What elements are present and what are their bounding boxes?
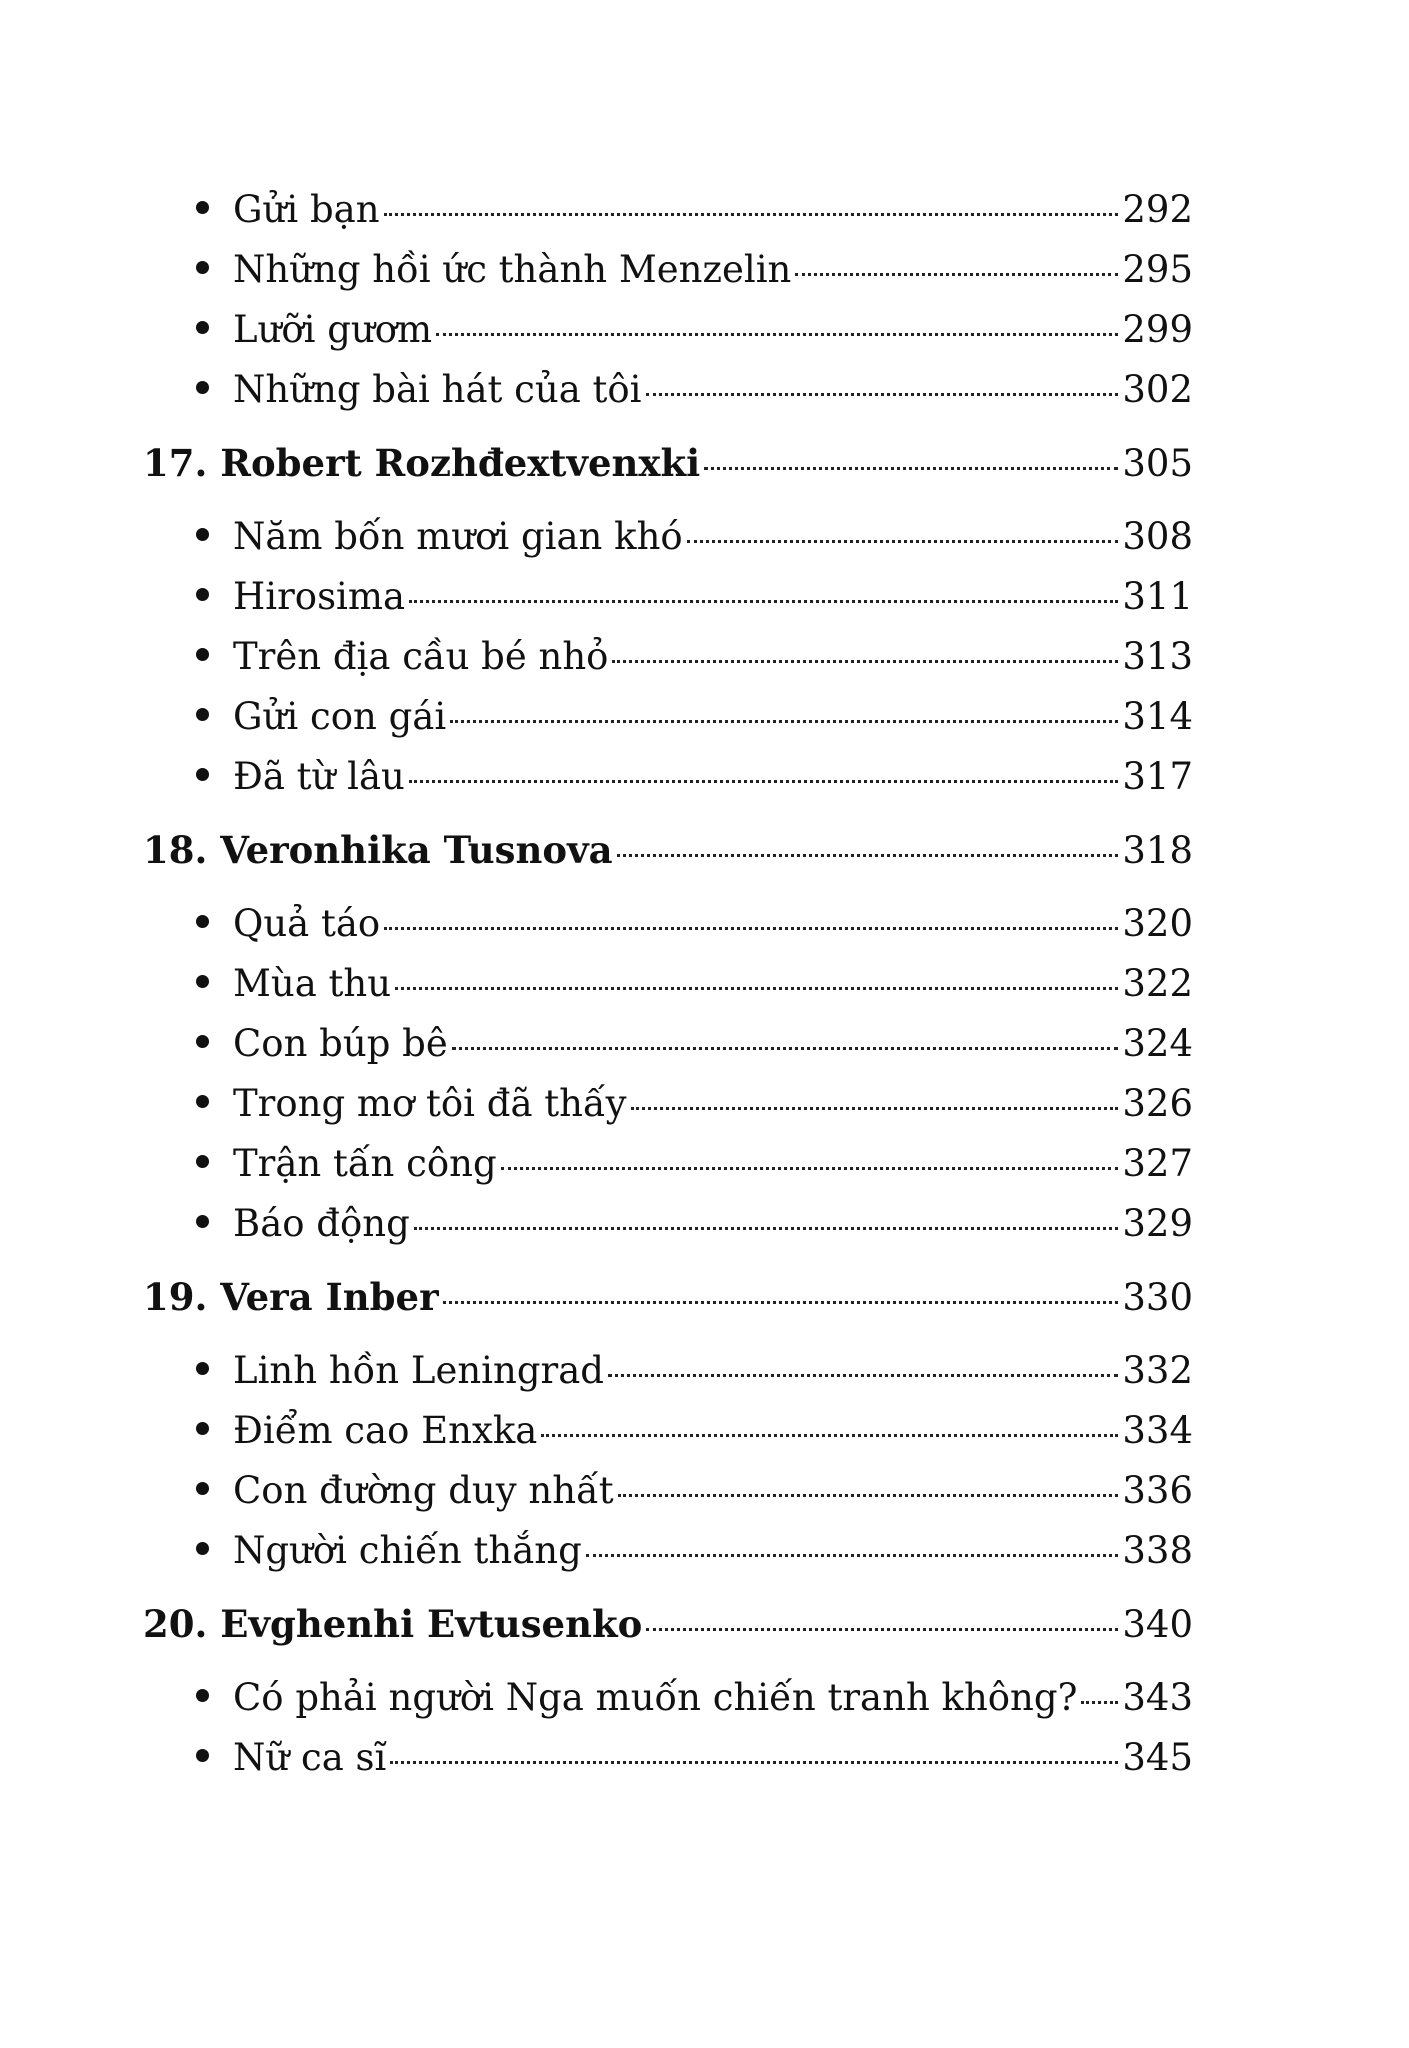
bullet-icon xyxy=(196,708,209,721)
toc-entry-title: 20. Evghenhi Evtusenko xyxy=(143,1602,643,1646)
toc-entry-title: Trên địa cầu bé nhỏ xyxy=(233,635,609,678)
toc-page-number: 345 xyxy=(1122,1736,1193,1779)
toc-entry-title: Đã từ lâu xyxy=(233,755,405,798)
dot-leader xyxy=(409,600,1118,603)
toc-page-number: 330 xyxy=(1122,1276,1193,1319)
toc-page-number: 336 xyxy=(1122,1469,1193,1512)
dot-leader xyxy=(646,1628,1118,1631)
toc-page-number: 320 xyxy=(1122,902,1193,945)
dot-leader xyxy=(646,393,1119,396)
toc-entry xyxy=(143,1668,1193,1728)
dot-leader xyxy=(443,1301,1119,1304)
dot-leader xyxy=(414,1227,1119,1230)
dot-leader xyxy=(1081,1701,1118,1704)
bullet-icon xyxy=(196,1362,209,1375)
bullet-icon xyxy=(196,201,209,214)
toc-entry xyxy=(143,1401,1193,1461)
toc-entry xyxy=(143,240,1193,300)
toc-entry xyxy=(143,1461,1193,1521)
toc-page-number: 318 xyxy=(1122,829,1193,872)
toc-page-number: 299 xyxy=(1122,308,1193,351)
toc-page-number: 317 xyxy=(1122,755,1193,798)
bullet-icon xyxy=(196,1482,209,1495)
toc-entry xyxy=(143,1194,1193,1254)
toc-section-heading xyxy=(143,1594,1193,1655)
toc-entry xyxy=(143,1521,1193,1581)
toc-entry xyxy=(143,894,1193,954)
toc-entry xyxy=(143,954,1193,1014)
toc-page-number: 302 xyxy=(1122,368,1193,411)
toc-entry-title: Quả táo xyxy=(233,902,381,945)
toc-entry-title: Trận tấn công xyxy=(233,1142,497,1185)
toc-entry-title: Gửi bạn xyxy=(233,188,380,231)
dot-leader xyxy=(409,780,1119,783)
dot-leader xyxy=(618,1494,1119,1497)
dot-leader xyxy=(631,1107,1119,1110)
table-of-contents xyxy=(143,180,1193,1788)
dot-leader xyxy=(384,927,1118,930)
bullet-icon xyxy=(196,1035,209,1048)
toc-section-heading xyxy=(143,1267,1193,1328)
dot-leader xyxy=(436,333,1118,336)
bullet-icon xyxy=(196,1095,209,1108)
dot-leader xyxy=(501,1167,1119,1170)
toc-entry xyxy=(143,507,1193,567)
bullet-icon xyxy=(196,648,209,661)
toc-page-number: 292 xyxy=(1122,188,1193,231)
toc-page-number: 305 xyxy=(1122,442,1193,485)
dot-leader xyxy=(541,1434,1118,1437)
dot-leader xyxy=(452,1047,1119,1050)
toc-section-heading xyxy=(143,433,1193,494)
toc-page-number: 343 xyxy=(1122,1676,1193,1719)
toc-page-number: 308 xyxy=(1122,515,1193,558)
dot-leader xyxy=(450,720,1118,723)
toc-entry-title: Báo động xyxy=(233,1202,410,1245)
toc-entry-title: 18. Veronhika Tusnova xyxy=(143,828,613,872)
dot-leader xyxy=(395,987,1118,990)
toc-entry-title: Có phải người Nga muốn chiến tranh không? xyxy=(233,1676,1078,1719)
dot-leader xyxy=(390,1761,1118,1764)
bullet-icon xyxy=(196,588,209,601)
toc-entry-title: Năm bốn mươi gian khó xyxy=(233,515,683,558)
toc-entry xyxy=(143,180,1193,240)
toc-page-number: 332 xyxy=(1122,1349,1193,1392)
toc-entry xyxy=(143,360,1193,420)
bullet-icon xyxy=(196,1422,209,1435)
dot-leader xyxy=(384,213,1119,216)
toc-page-number: 326 xyxy=(1122,1082,1193,1125)
toc-page-number: 329 xyxy=(1122,1202,1193,1245)
toc-entry xyxy=(143,627,1193,687)
toc-entry xyxy=(143,1134,1193,1194)
toc-page-number: 340 xyxy=(1122,1603,1193,1646)
toc-page-number: 313 xyxy=(1122,635,1193,678)
toc-entry xyxy=(143,1341,1193,1401)
toc-page-number: 311 xyxy=(1122,575,1193,618)
dot-leader xyxy=(586,1554,1119,1557)
bullet-icon xyxy=(196,1155,209,1168)
bullet-icon xyxy=(196,528,209,541)
toc-entry-title: Gửi con gái xyxy=(233,695,447,738)
bullet-icon xyxy=(196,768,209,781)
bullet-icon xyxy=(196,915,209,928)
toc-section-heading xyxy=(143,820,1193,881)
toc-entry-title: 17. Robert Rozhđextvenxki xyxy=(143,441,701,485)
toc-entry-title: Mùa thu xyxy=(233,962,392,1005)
toc-page-number: 324 xyxy=(1122,1022,1193,1065)
toc-page-number: 334 xyxy=(1122,1409,1193,1452)
toc-entry-title: Linh hồn Leningrad xyxy=(233,1349,604,1392)
bullet-icon xyxy=(196,321,209,334)
toc-page-number: 295 xyxy=(1122,248,1193,291)
toc-entry-title: Người chiến thắng xyxy=(233,1529,582,1572)
toc-entry xyxy=(143,300,1193,360)
dot-leader xyxy=(608,1374,1118,1377)
dot-leader xyxy=(795,273,1118,276)
toc-page-number: 322 xyxy=(1122,962,1193,1005)
bullet-icon xyxy=(196,975,209,988)
toc-entry-title: Con đường duy nhất xyxy=(233,1469,614,1512)
bullet-icon xyxy=(196,261,209,274)
toc-entry-title: 19. Vera Inber xyxy=(143,1275,439,1319)
bullet-icon xyxy=(196,1749,209,1762)
toc-entry-title: Điểm cao Enxka xyxy=(233,1409,538,1452)
toc-page-number: 327 xyxy=(1122,1142,1193,1185)
toc-entry-title: Lưỡi gươm xyxy=(233,308,433,351)
dot-leader xyxy=(612,660,1118,663)
toc-entry-title: Những hồi ức thành Menzelin xyxy=(233,248,792,291)
dot-leader xyxy=(617,854,1119,857)
toc-entry xyxy=(143,1014,1193,1074)
toc-entry xyxy=(143,1074,1193,1134)
toc-entry-title: Nữ ca sĩ xyxy=(233,1736,387,1779)
bullet-icon xyxy=(196,1689,209,1702)
dot-leader xyxy=(687,540,1119,543)
toc-page-number: 338 xyxy=(1122,1529,1193,1572)
toc-page-number: 314 xyxy=(1122,695,1193,738)
toc-entry xyxy=(143,1728,1193,1788)
toc-entry xyxy=(143,747,1193,807)
bullet-icon xyxy=(196,381,209,394)
toc-entry-title: Hirosima xyxy=(233,575,406,618)
toc-entry-title: Những bài hát của tôi xyxy=(233,368,642,411)
dot-leader xyxy=(704,467,1118,470)
bullet-icon xyxy=(196,1542,209,1555)
toc-entry xyxy=(143,687,1193,747)
bullet-icon xyxy=(196,1215,209,1228)
toc-entry-title: Trong mơ tôi đã thấy xyxy=(233,1082,627,1125)
toc-entry xyxy=(143,567,1193,627)
toc-entry-title: Con búp bê xyxy=(233,1022,448,1065)
